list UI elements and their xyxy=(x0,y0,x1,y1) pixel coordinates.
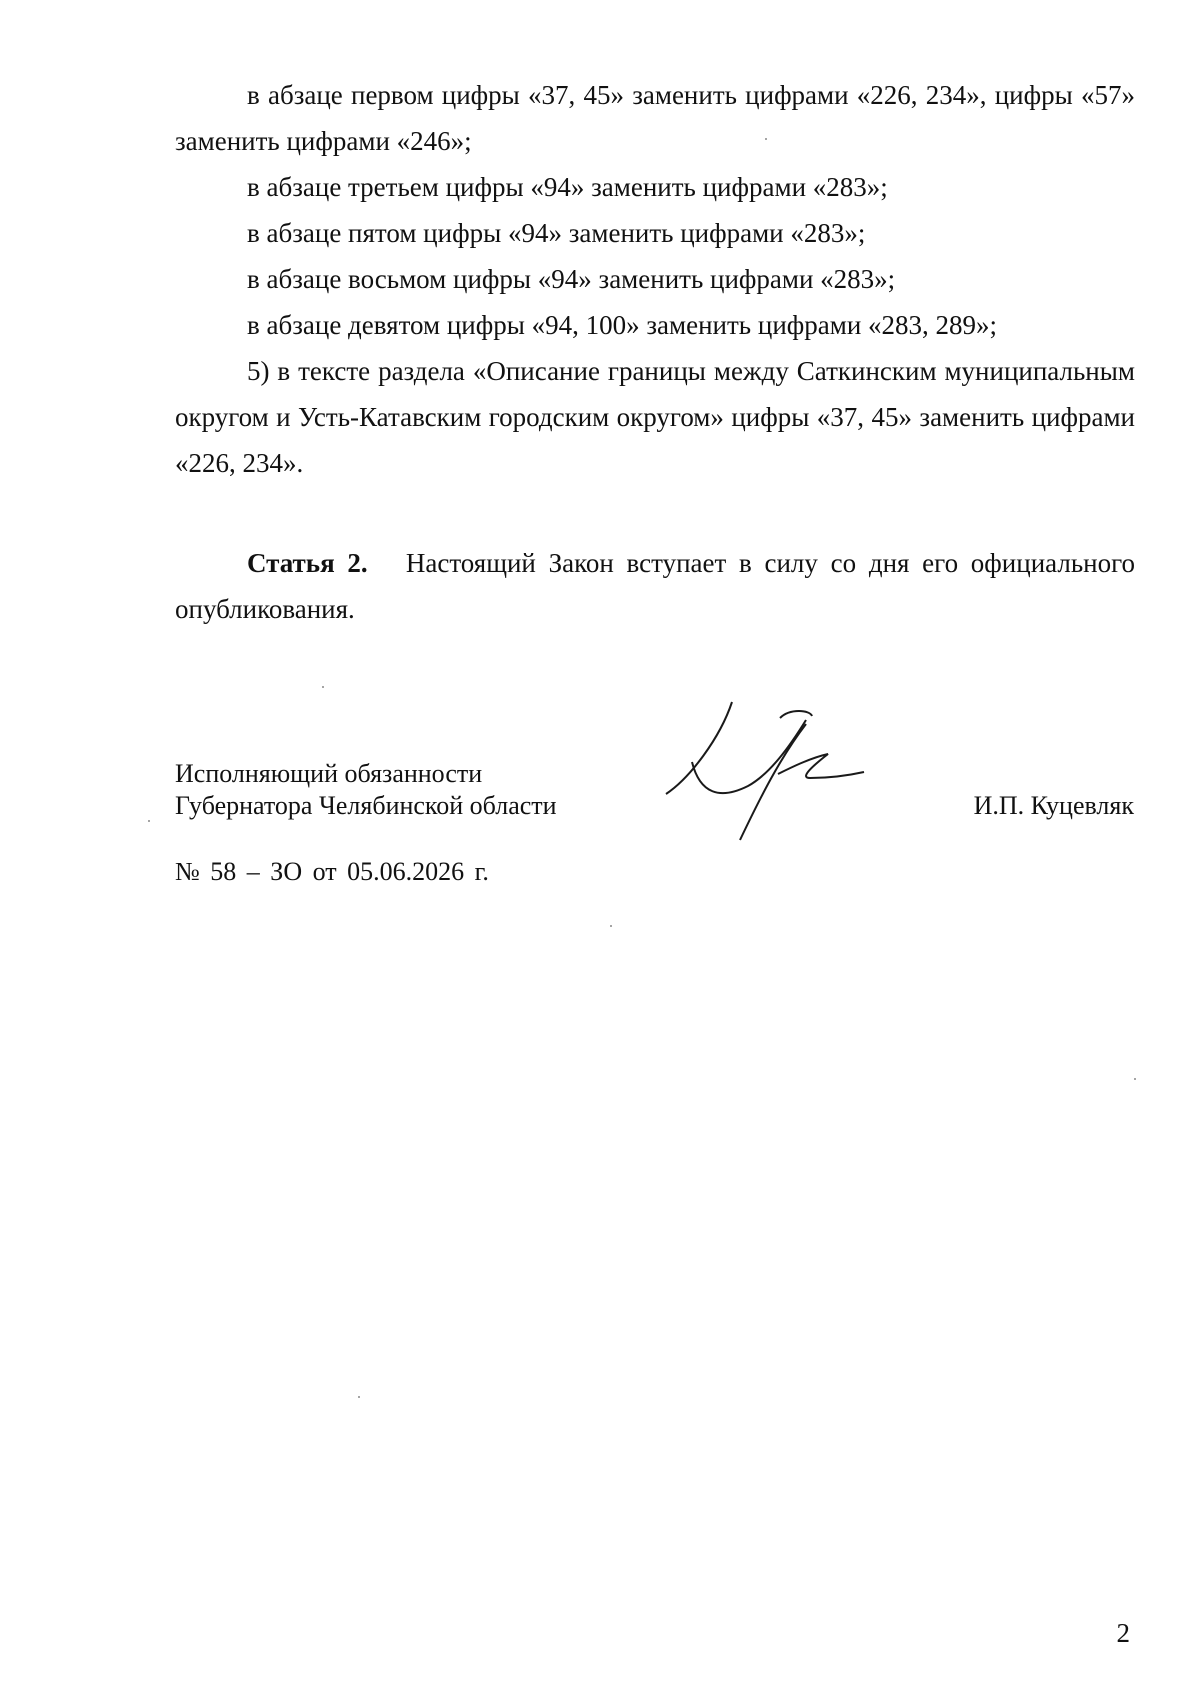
handwritten-signature xyxy=(660,698,870,844)
paragraph-2: в абзаце третьем цифры «94» заменить цифрами «283»; xyxy=(247,172,888,202)
page-number: 2 xyxy=(1116,1618,1130,1648)
paragraph-6: 5) в тексте раздела «Описание границы между Саткинским муниципальным округом и Усть-Катавским городским округом» цифры «37, 45» заменить цифрами «226, 234». xyxy=(175,356,1135,478)
signer-position-line-1: Исполняющий обязанности xyxy=(175,759,483,788)
signer-position xyxy=(175,758,557,822)
amendments-text xyxy=(175,72,1135,486)
scan-speck xyxy=(765,138,767,140)
scan-speck xyxy=(610,925,612,927)
paragraph-4: в абзаце восьмом цифры «94» заменить цифрами «283»; xyxy=(247,264,896,294)
signer-position-line-2: Губернатора Челябинской области xyxy=(175,791,557,820)
paragraph-3: в абзаце пятом цифры «94» заменить цифрами «283»; xyxy=(247,218,866,248)
scan-speck xyxy=(358,1396,360,1398)
article-2 xyxy=(175,540,1135,632)
signer-name: И.П. Куцевляк xyxy=(973,791,1134,820)
article-text: Настоящий Закон вступает в силу со дня его официального опубликования. xyxy=(175,548,1136,624)
law-number: № 58 – ЗО от 05.06.2026 г. xyxy=(175,857,489,886)
scan-speck xyxy=(1134,1078,1136,1080)
article-heading: Статья 2. xyxy=(247,548,368,578)
article-2-paragraph xyxy=(175,540,1135,632)
paragraph-5: в абзаце девятом цифры «94, 100» заменить цифрами «283, 289»; xyxy=(247,310,998,340)
scan-speck xyxy=(322,686,324,688)
paragraph-1: в абзаце первом цифры «37, 45» заменить цифрами «226, 234», цифры «57» заменить цифрами «246»; xyxy=(175,80,1135,156)
scan-speck xyxy=(148,820,150,822)
